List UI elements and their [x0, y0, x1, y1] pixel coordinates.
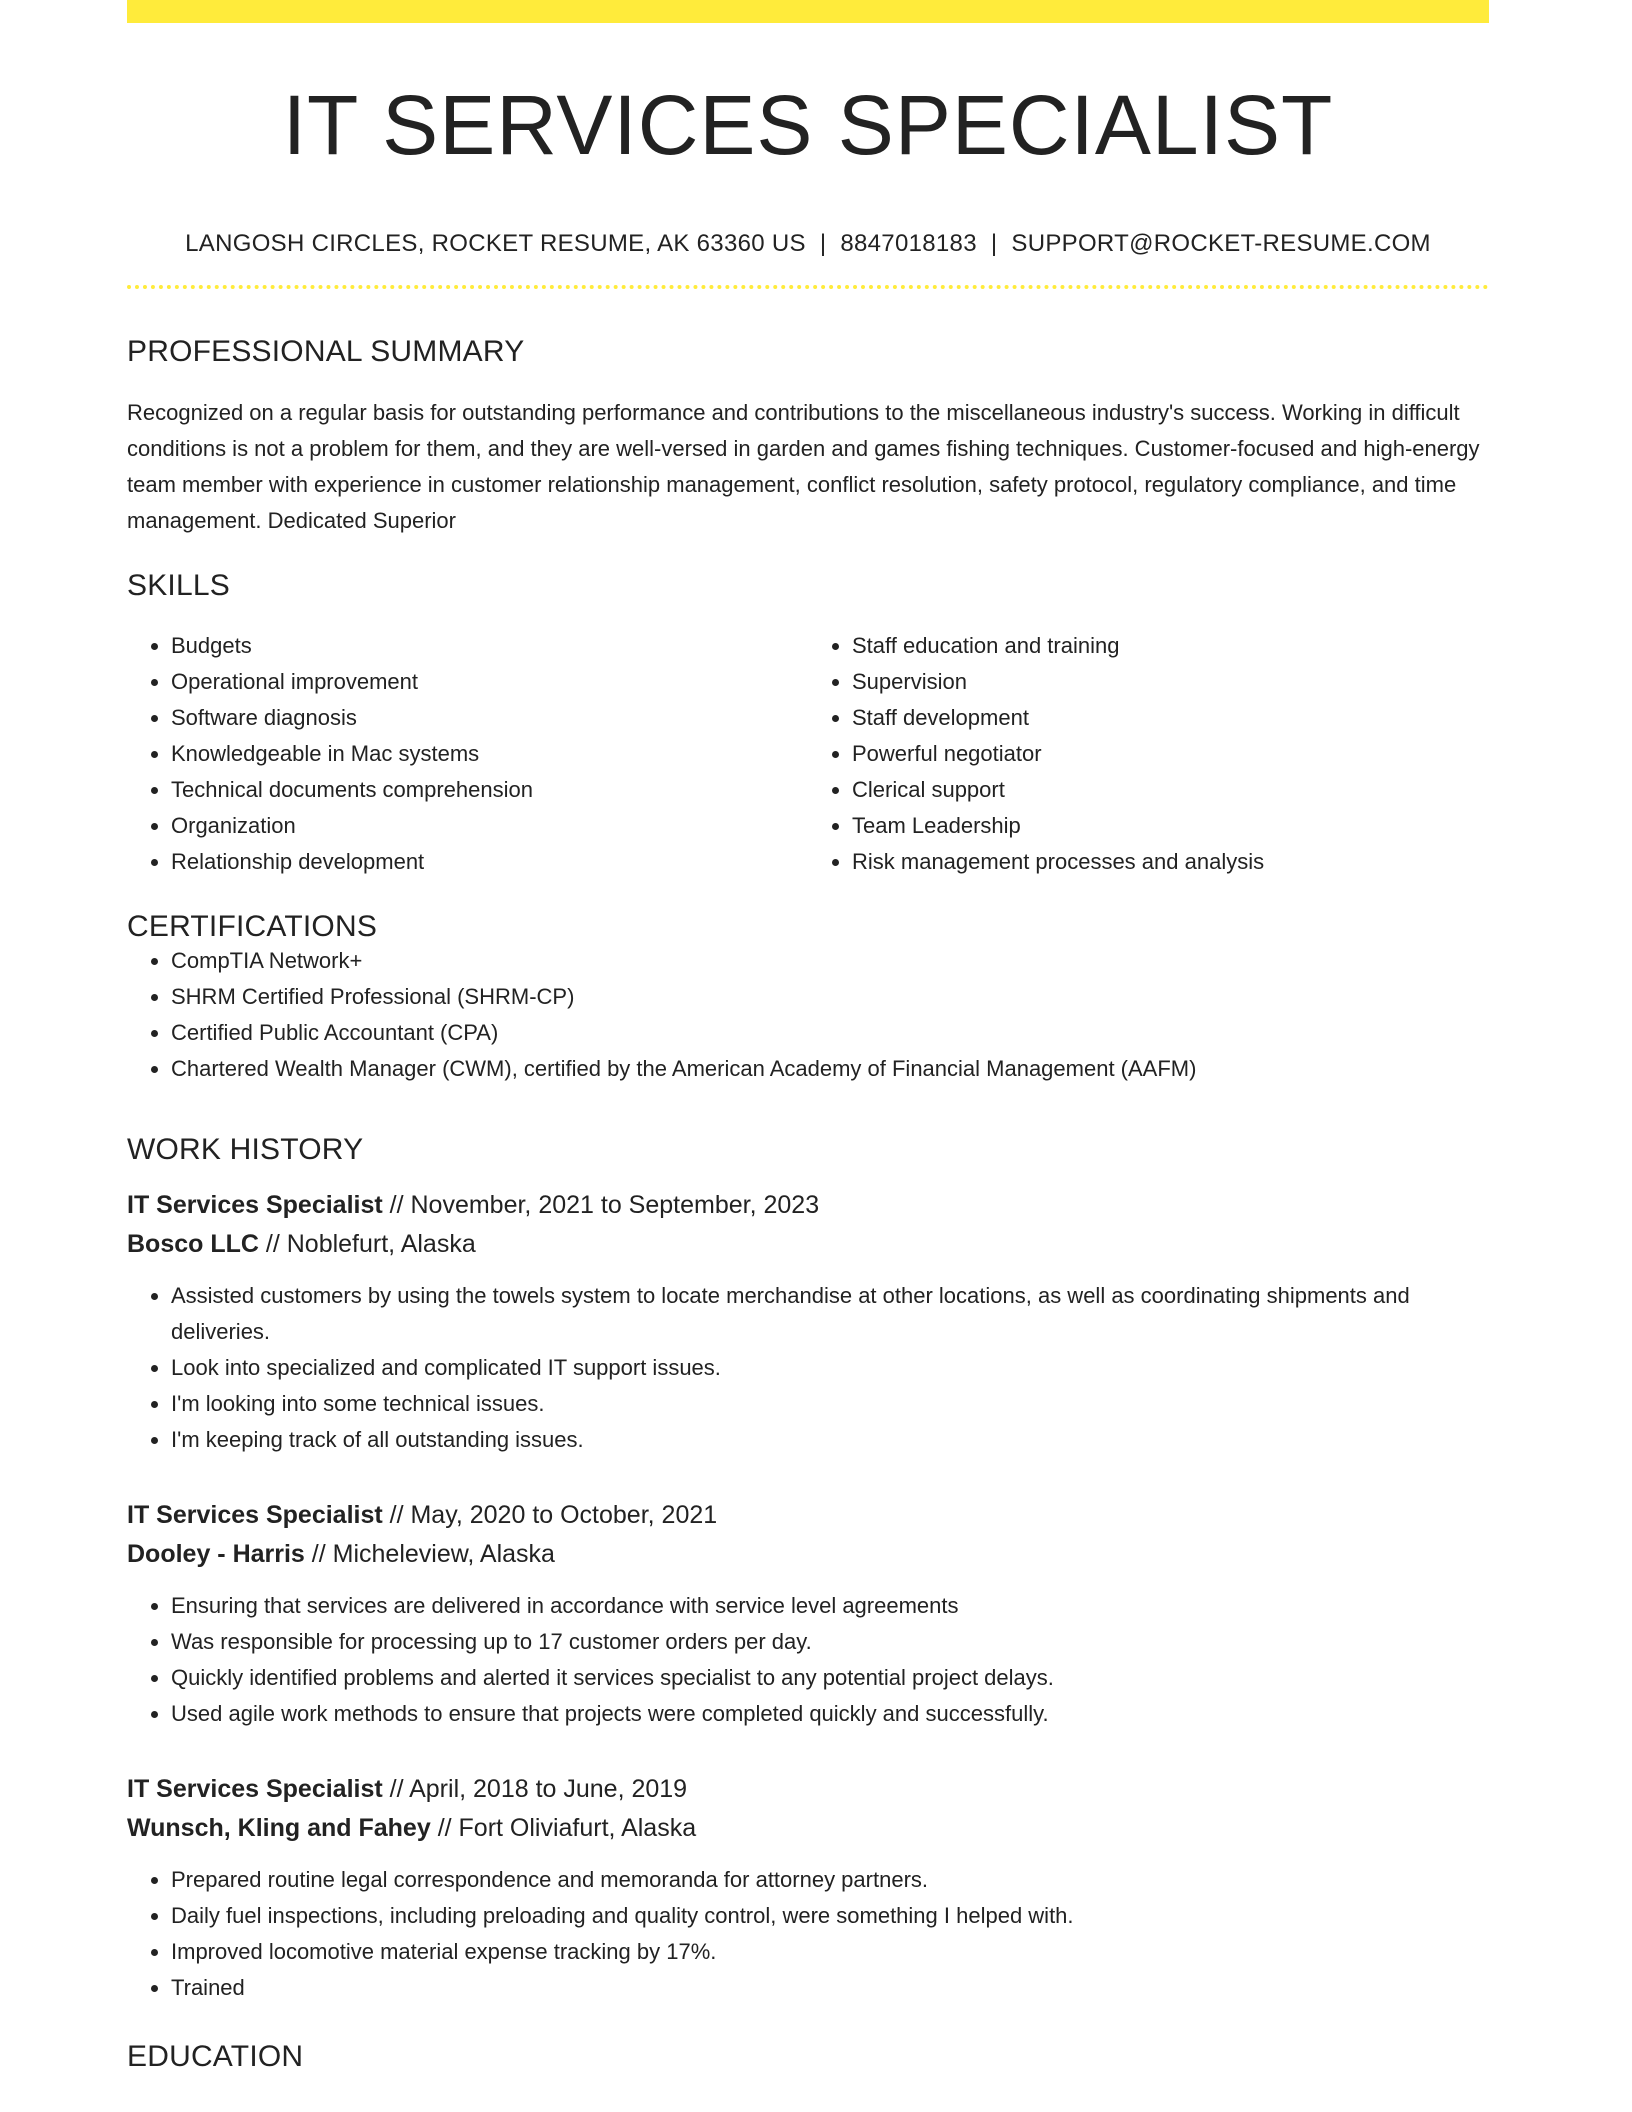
job-location: // Fort Oliviafurt, Alaska: [430, 1813, 697, 1842]
skill-item: • Risk management processes and analysis: [852, 844, 1489, 880]
job-bullet: • Was responsible for processing up to 17 customer orders per day.: [171, 1624, 1489, 1660]
job-bullets: [127, 1278, 1489, 1458]
job-company: Wunsch, Kling and Fahey: [127, 1813, 431, 1842]
contact-line: [127, 230, 1489, 259]
job-role-line: [127, 1770, 1489, 1809]
contact-separator: |: [819, 230, 827, 257]
certifications-heading: CERTIFICATIONS: [127, 909, 378, 943]
job-bullet: • Used agile work methods to ensure that projects were completed quickly and successfully.: [171, 1696, 1489, 1732]
certification-item: • Chartered Wealth Manager (CWM), certified by the American Academy of Financial Management (AAFM): [171, 1051, 1489, 1087]
skill-item: • Staff education and training: [852, 628, 1489, 664]
job-role: IT Services Specialist: [127, 1774, 383, 1803]
summary-text: Recognized on a regular basis for outstanding performance and contributions to the miscellaneous industry's success. Working in difficult conditions is not a problem for them, and they are well-versed in garden and games fishing techniques. Customer-focused and high-energy team member with experience in customer relationship management, conflict resolution, safety protocol, regulatory compliance, and time management. Dedicated Superior: [127, 399, 1480, 533]
job-bullet: • I'm looking into some technical issues.: [171, 1386, 1489, 1422]
skills-heading: SKILLS: [127, 568, 230, 602]
job-dates: // November, 2021 to September, 2023: [382, 1190, 820, 1219]
job-role-line: [127, 1186, 1489, 1225]
job-bullet: • Improved locomotive material expense tracking by 17%.: [171, 1934, 1489, 1970]
certification-item: • SHRM Certified Professional (SHRM-CP): [171, 979, 1489, 1015]
skill-item: • Knowledgeable in Mac systems: [171, 736, 808, 772]
job-role-line: [127, 1496, 1489, 1535]
skills-columns: [127, 628, 1489, 880]
skill-item: • Organization: [171, 808, 808, 844]
skill-item: • Budgets: [171, 628, 808, 664]
resume-page: [127, 0, 1489, 2073]
skill-item: • Technical documents comprehension: [171, 772, 808, 808]
job-bullet: • I'm keeping track of all outstanding issues.: [171, 1422, 1489, 1458]
job-role: IT Services Specialist: [127, 1190, 383, 1219]
accent-top-bar: [127, 0, 1489, 23]
skill-item: • Clerical support: [852, 772, 1489, 808]
skill-item: • Software diagnosis: [171, 700, 808, 736]
job-bullet: • Trained: [171, 1970, 1489, 2006]
job-bullet: • Quickly identified problems and alerted it services specialist to any potential project delays.: [171, 1660, 1489, 1696]
job-bullets: [127, 1588, 1489, 1732]
job-entry: [127, 1186, 1489, 1458]
job-location: // Micheleview, Alaska: [304, 1539, 555, 1568]
job-location: // Noblefurt, Alaska: [258, 1229, 476, 1258]
skill-item: • Team Leadership: [852, 808, 1489, 844]
job-bullet: • Look into specialized and complicated IT support issues.: [171, 1350, 1489, 1386]
job-role: IT Services Specialist: [127, 1500, 383, 1529]
job-dates: // April, 2018 to June, 2019: [382, 1774, 688, 1803]
contact-phone: 8847018183: [840, 230, 977, 257]
job-bullet: • Daily fuel inspections, including preloading and quality control, were something I helped with.: [171, 1898, 1489, 1934]
job-bullet: • Assisted customers by using the towels system to locate merchandise at other locations, as well as coordinating shipments and deliveries.: [171, 1278, 1489, 1350]
certification-item: • Certified Public Accountant (CPA): [171, 1015, 1489, 1051]
skill-item: • Powerful negotiator: [852, 736, 1489, 772]
job-entry: [127, 1496, 1489, 1732]
certification-item: • CompTIA Network+: [171, 943, 1489, 979]
education-heading: EDUCATION: [127, 2039, 304, 2073]
skills-list-left: [127, 628, 808, 880]
job-company: Dooley - Harris: [127, 1539, 305, 1568]
job-bullet: • Prepared routine legal correspondence and memoranda for attorney partners.: [171, 1862, 1489, 1898]
skill-item: • Supervision: [852, 664, 1489, 700]
contact-separator: |: [990, 230, 998, 257]
skill-item: • Operational improvement: [171, 664, 808, 700]
job-dates: // May, 2020 to October, 2021: [382, 1500, 718, 1529]
resume-title: IT SERVICES SPECIALIST: [282, 78, 1334, 172]
job-bullet: • Ensuring that services are delivered in accordance with service level agreements: [171, 1588, 1489, 1624]
contact-address: LANGOSH CIRCLES, ROCKET RESUME, AK 63360 US: [185, 230, 806, 257]
work-history-heading: WORK HISTORY: [127, 1132, 364, 1166]
summary-heading: PROFESSIONAL SUMMARY: [127, 334, 525, 368]
dotted-divider: [127, 285, 1489, 289]
job-entry: [127, 1770, 1489, 2006]
certifications-list: [127, 943, 1489, 1087]
contact-email: SUPPORT@ROCKET-RESUME.COM: [1011, 230, 1431, 257]
job-bullets: [127, 1862, 1489, 2006]
job-company: Bosco LLC: [127, 1229, 259, 1258]
job-company-line: [127, 1535, 1489, 1574]
job-company-line: [127, 1225, 1489, 1264]
skills-list-right: [808, 628, 1489, 880]
skill-item: • Staff development: [852, 700, 1489, 736]
job-company-line: [127, 1809, 1489, 1848]
skill-item: • Relationship development: [171, 844, 808, 880]
